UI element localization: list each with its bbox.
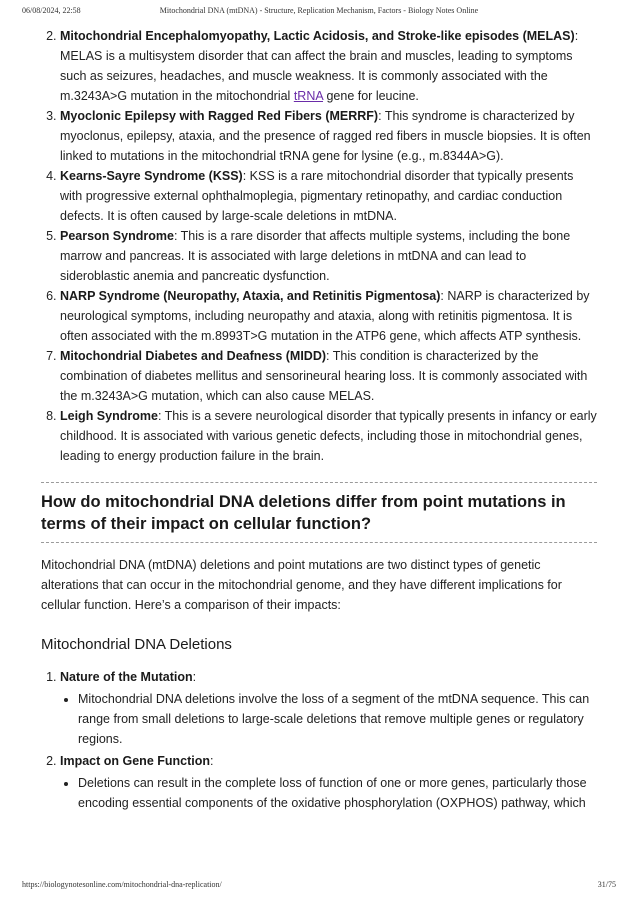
trna-link[interactable]: tRNA (293, 89, 323, 103)
disorder-name: Pearson Syndrome (60, 229, 174, 243)
list-item: 6. NARP Syndrome (Neuropathy, Ataxia, and Retinitis Pigmentosa): NARP is characterized by neurological symptoms, including neuropathy and ataxia, along with retinitis pigmentosa. It is often associated with the m.8993T>G mutation in the ATP6 gene, which affects ATP synthesis. (60, 286, 597, 346)
disorder-name: Mitochondrial Diabetes and Deafness (MIDD) (60, 349, 327, 363)
bullet-list (60, 773, 597, 813)
section-intro: Mitochondrial DNA (mtDNA) deletions and point mutations are two distinct types of genetic alterations that can occur in the mitochondrial genome, and they have different implications for cellular function. Here’s a comparison of their impacts: (41, 558, 562, 612)
page-footer (22, 880, 616, 889)
list-item: 7. Mitochondrial Diabetes and Deafness (MIDD): This condition is characterized by the combination of diabetes mellitus and sensorineural hearing loss. It is commonly associated with the m.3243A>G mutation, which can also cause MELAS. (60, 346, 597, 406)
bullet-item: • Deletions can result in the complete loss of function of one or more genes, particularly those encoding essential components of the oxidative phosphorylation (OXPHOS) pathway, which (78, 773, 597, 813)
list-item: 3. Myoclonic Epilepsy with Ragged Red Fibers (MERRF): This syndrome is characterized by myoclonus, epilepsy, ataxia, and the presence of ragged red fibers in muscle biopsies. It is often linked to mutations in the mitochondrial tRNA gene for lysine (e.g., m.8344A>G). (60, 106, 597, 166)
disorder-list (41, 26, 597, 466)
disorder-name: Leigh Syndrome (60, 409, 158, 423)
list-item: 1. Nature of the Mutation: • Mitochondrial DNA deletions involve the loss of a segment of the mtDNA sequence. This can range from small deletions to large-scale deletions that remove multiple genes or regulatory regions. (60, 667, 597, 749)
divider (41, 542, 597, 543)
page-header (22, 6, 616, 15)
disorder-name: NARP Syndrome (Neuropathy, Ataxia, and Retinitis Pigmentosa) (60, 289, 441, 303)
disorder-name: Kearns-Sayre Syndrome (KSS) (60, 169, 243, 183)
page-number: 31/75 (597, 880, 616, 889)
bullet-list (60, 689, 597, 749)
divider (41, 482, 597, 483)
article-content (41, 26, 597, 810)
subsection-heading: Mitochondrial DNA Deletions (41, 636, 232, 653)
list-item: 8. Leigh Syndrome: This is a severe neurological disorder that typically presents in infancy or early childhood. It is associated with various genetic defects, including those in mitochondrial genes, leading to energy production failure in the brain. (60, 406, 597, 466)
list-item: 4. Kearns-Sayre Syndrome (KSS): KSS is a rare mitochondrial disorder that typically presents with progressive external ophthalmoplegia, pigmentary retinopathy, and cardiac conduction defects. It is often caused by large-scale deletions in mtDNA. (60, 166, 597, 226)
disorder-name: Myoclonic Epilepsy with Ragged Red Fibers (MERRF) (60, 109, 379, 123)
print-page-title: Mitochondrial DNA (mtDNA) - Structure, Replication Mechanism, Factors - Biology Notes Online (159, 6, 479, 15)
bullet-item: • Mitochondrial DNA deletions involve the loss of a segment of the mtDNA sequence. This can range from small deletions to large-scale deletions that remove multiple genes or regulatory regions. (78, 689, 597, 749)
list-item: 5. Pearson Syndrome: This is a rare disorder that affects multiple systems, including the bone marrow and pancreas. It is associated with large deletions in mtDNA and can lead to sideroblastic anemia and pancreatic dysfunction. (60, 226, 597, 286)
fact-title: Nature of the Mutation (60, 670, 193, 684)
section-heading: How do mitochondrial DNA deletions differ from point mutations in terms of their impact on cellular function? (41, 493, 566, 533)
deletion-facts-list (41, 667, 597, 813)
list-item: 2. Mitochondrial Encephalomyopathy, Lactic Acidosis, and Stroke-like episodes (MELAS): MELAS is a multisystem disorder that can affect the brain and muscles, leading to symptoms such as seizures, headaches, and muscle weakness. It is commonly associated with the m.3243A>G mutation in the mitochondrial tRNA gene for leucine. (60, 26, 597, 106)
list-item: 2. Impact on Gene Function: • Deletions can result in the complete loss of function of one or more genes, particularly those encoding essential components of the oxidative phosphorylation (OXPHOS) pathway, which (60, 751, 597, 813)
print-datetime: 06/08/2024, 22:58 (22, 6, 81, 15)
fact-title: Impact on Gene Function (60, 754, 211, 768)
page-url: https://biologynotesonline.com/mitochondrial-dna-replication/ (22, 880, 222, 889)
disorder-name: Mitochondrial Encephalomyopathy, Lactic Acidosis, and Stroke-like episodes (MELAS) (60, 29, 575, 43)
